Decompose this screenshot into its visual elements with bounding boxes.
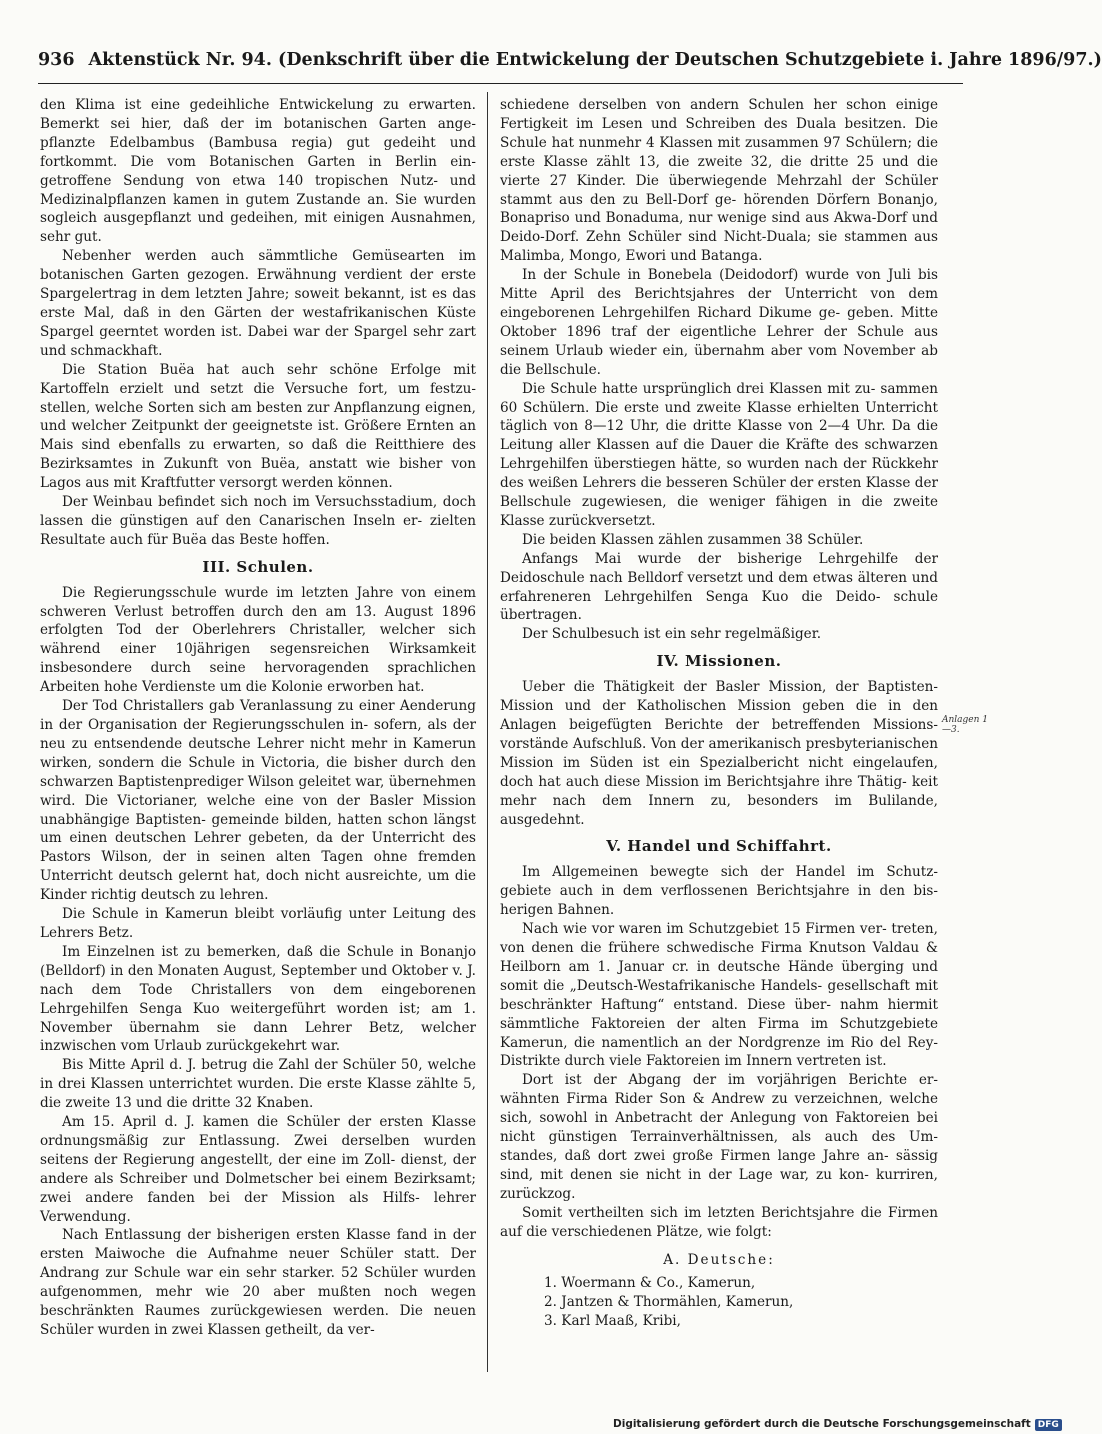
section-heading-schulen: III. Schulen. [202,557,314,576]
paragraph: Die Regierungsschule wurde im letzten Jahre von einem schweren Verlust betroffen durch den am 13. August 1896 erfolgten Tod der Oberlehrers Christaller, welcher sich während einer 10jährigen segensreichen Wirksamkeit insbesondere durch seine hervoragenden sprachlichen Arbeiten hohe Verdienste um die Kolonie erworben hat. [40,584,476,696]
paragraph: Dort ist der Abgang der im vorjährigen Berichte er- wähnten Firma Rider Son & Andrew zu verzeichnen, welche sich, sowohl in Anbetracht der Anlegung von Faktoreien bei nicht günstigen Terrainverhältnissen, als auch des Um- standes, daß dort zwei große Firmen lange Jahre an- sässig sind, mit denen sie nicht in der Lage war, zu kon- kurriren, zurückzog. [500,1072,938,1202]
paragraph: Nach wie vor waren im Schutzgebiet 15 Firmen ver- treten, von denen die frühere schwedische Firma Knutson Valdau & Heilborn am 1. Januar cr. in deutsche Hände überging und somit die „Deutsch-Westafrikanische Handels- gesellschaft mit beschränkter Haftung“ entstand. Diese über- nahm hiermit sämmtliche Faktoreien der alten Firma im Schutzgebiete Kamerun, die namentlich an der Nordgrenze im Rio del Rey-Distrikte durch viele Faktoreien im Innern vertreten ist. [500,921,938,1070]
paragraph: Die Station Buëa hat auch sehr schöne Erfolge mit Kartoffeln erzielt und setzt die Versuche fort, um festzu- stellen, welche Sorten sich am besten zur Anpflanzung eignen, und welcher Zeitpunkt der geeignetste ist. Größere Ernten an Mais sind ebenfalls zu erwarten, so daß die Reitthiere des Bezirksamtes in Zukunft von Buëa, anstatt wie bisher von Lagos aus mit Kraftfutter versorgt werden können. [40,361,476,492]
paragraph: Die Schule hatte ursprünglich drei Klassen mit zu- sammen 60 Schülern. Die erste und zweite Klasse erhielten Unterricht täglich von 8—12 Uhr, die dritte Klasse von 2—4 Uhr. Da die Leitung aller Klassen auf die Dauer die Kräfte des schwarzen Lehrgehilfen überstiegen hätte, so wurden nach der Rückkehr des weißen Lehrers die besseren Schüler der ersten Klasse der Bellschule zugewiesen, die weniger fähigen in die zweite Klasse zurückversetzt. [500,380,938,529]
footer-text: Digitalisierung gefördert durch die Deutsche Forschungsgemeinschaft [613,1418,1031,1430]
footer-credit [613,1418,1059,1431]
paragraph: Ueber die Thätigkeit der Basler Mission, der Baptisten- Mission und der Katholischen Mission geben die in den Anlagen beigefügten Berichte der betreffenden Missions- vorstände Aufschluß. Von der amerikanisch presbyterianischen Mission im Süden ist ein Spezialbericht nicht eingelaufen, doch hat auch diese Mission im Berichtsjahre ihre Thätig- keit mehr nach dem Innern zu, besonders im Bulilande, ausgedehnt. [500,679,938,828]
firm-list-item: 3. Karl Maaß, Kribi, [544,1313,681,1330]
paragraph: Nach Entlassung der bisherigen ersten Klasse fand in der ersten Maiwoche die Aufnahme neuer Schüler statt. Der Andrang zur Schule war ein sehr starker. 52 Schüler wurden aufgenommen, mehr wie 20 aber mußten noch wegen beschränkten Raumes zurückgewiesen werden. Die neuen Schüler wurden in zwei Klassen getheilt, da ver- [40,1227,476,1338]
paragraph: Nebenher werden auch sämmtliche Gemüsearten im botanischen Garten gezogen. Erwähnung verdient der erste Spargelertrag in dem letzten Jahre; soweit bekannt, ist es das erste Mal, daß in den Gärten der westafrikanischen Küste Spargel geerntet worden ist. Dabei war der Spargel sehr zart und schmackhaft. [40,248,476,359]
dfg-logo: DFG [1035,1419,1062,1431]
page-number: 936 [38,50,75,70]
paragraph: Am 15. April d. J. kamen die Schüler der ersten Klasse ordnungsmäßig zur Entlassung. Zwei derselben wurden seitens der Regierung angestellt, der eine im Zoll- dienst, der andere als Schreiber und Dolmetscher bei einem Bezirksamt; zwei andere fanden bei der Mission als Hilfs- lehrer Verwendung. [40,1114,476,1225]
paragraph: Der Schulbesuch ist ein sehr regelmäßiger. [522,626,822,643]
firm-list-item: 2. Jantzen & Thormählen, Kamerun, [544,1294,794,1311]
subheading-deutsche: A. Deutsche: [663,1252,775,1269]
paragraph: schiedene derselben von andern Schulen her schon einige Fertigkeit im Lesen und Schreiben des Duala besitzen. Die Schule hat nunmehr 4 Klassen mit zusammen 97 Schülern; die erste Klasse zählt 13, die zweite 32, die dritte 25 und die vierte 27 Kinder. Die überwiegende Mehrzahl der Schüler stammt aus den zu Bell-Dorf ge- hörenden Dörfern Bonanjo, Bonapriso und Bonaduma, nur wenige sind aus Akwa-Dorf und Deido-Dorf. Zehn Schüler sind Nicht-Duala; sie stammen aus Malimba, Mongo, Ewori und Batanga. [500,97,938,265]
paragraph: Der Weinbau befindet sich noch im Versuchsstadium, doch lassen die günstigen auf den Canarischen Inseln er- zielten Resultate auch für Buëa das Beste hoffen. [40,494,476,548]
paragraph: Der Tod Christallers gab Veranlassung zu einer Aenderung in der Organisation der Regierungsschulen in- sofern, als der neu zu entsendende deutsche Lehrer nicht mehr in Kamerun wirken, sondern die Schule in Victoria, die bisher durch den schwarzen Baptistenprediger Wilson geleitet war, übernehmen wird. Die Victorianer, welche eine von der Basler Mission unabhängige Baptisten- gemeinde bilden, hatten schon längst um einen deutschen Lehrer gebeten, da der Unterricht des Pastors Wilson, der in seinen alten Tagen ohne fremden Unterricht deutsch gelernt hat, doch nicht ausreichte, um die Kinder richtig deutsch zu lehren. [40,698,476,904]
page-header [38,50,1102,80]
column-divider [487,92,488,1372]
paragraph: In der Schule in Bonebela (Deidodorf) wurde von Juli bis Mitte April des Berichtsjahres der Unterricht von dem eingeborenen Lehrgehilfen Richard Dikume ge- geben. Mitte Oktober 1896 traf der eigentliche Lehrer der Schule aus seinem Urlaub wieder ein, übernahm aber vom November ab die Bellschule. [500,267,938,378]
paragraph: den Klima ist eine gedeihliche Entwickelung zu erwarten. Bemerkt sei hier, daß der im botanischen Garten ange- pflanzte Edelbambus (Bambusa regia) gut gedeiht und fortkommt. Die vom Botanischen Garten in Berlin ein- getroffene Sendung von etwa 140 tropischen Nutz- und Medizinalpflanzen kamen in gutem Zustande an. Sie wurden sogleich ausgepflanzt und gedeihen, mit einigen Ausnahmen, sehr gut. [40,97,476,246]
left-column [40,96,476,1366]
paragraph: Anfangs Mai wurde der bisherige Lehrgehilfe der Deidoschule nach Belldorf versetzt und dem etwas älteren und erfahreneren Lehrgehilfen Senga Kuo die Deido- schule übertragen. [500,550,938,624]
paragraph: Die beiden Klassen zählen zusammen 38 Schüler. [522,531,864,548]
header-rule [38,83,963,84]
paragraph: Bis Mitte April d. J. betrug die Zahl der Schüler 50, welche in drei Klassen unterrichtet wurden. Die erste Klasse zählte 5, die zweite 13 und die dritte 32 Knaben. [40,1057,476,1112]
paragraph: Im Einzelnen ist zu bemerken, daß die Schule in Bonanjo (Belldorf) in den Monaten August, September und Oktober v. J. nach dem Tode Christallers von dem eingeborenen Lehrgehilfen Senga Kuo weitergeführt worden ist; am 1. November übernahm sie dann Lehrer Betz, welcher inzwischen vom Urlaub zurückgekehrt war. [40,943,476,1055]
section-heading-missionen: IV. Missionen. [656,652,782,671]
header-title: Aktenstück Nr. 94. (Denkschrift über die Entwickelung der Deutschen Schutzgebiete i. Jahre 1896/97.) [88,50,1102,70]
right-column [500,96,938,1366]
section-heading-handel: V. Handel und Schiffahrt. [606,837,832,856]
margin-note: Anlagen 1—3. [942,715,989,735]
paragraph: Im Allgemeinen bewegte sich der Handel im Schutz- gebiete auch in dem verflossenen Berichtsjahre in den bis- herigen Bahnen. [500,864,938,919]
paragraph: Somit vertheilten sich im letzten Berichtsjahre die Firmen auf die verschiedenen Plätze, wie folgt: [500,1204,938,1240]
firm-list-item: 1. Woermann & Co., Kamerun, [544,1275,756,1292]
paragraph: Die Schule in Kamerun bleibt vorläufig unter Leitung des Lehrers Betz. [40,906,476,941]
